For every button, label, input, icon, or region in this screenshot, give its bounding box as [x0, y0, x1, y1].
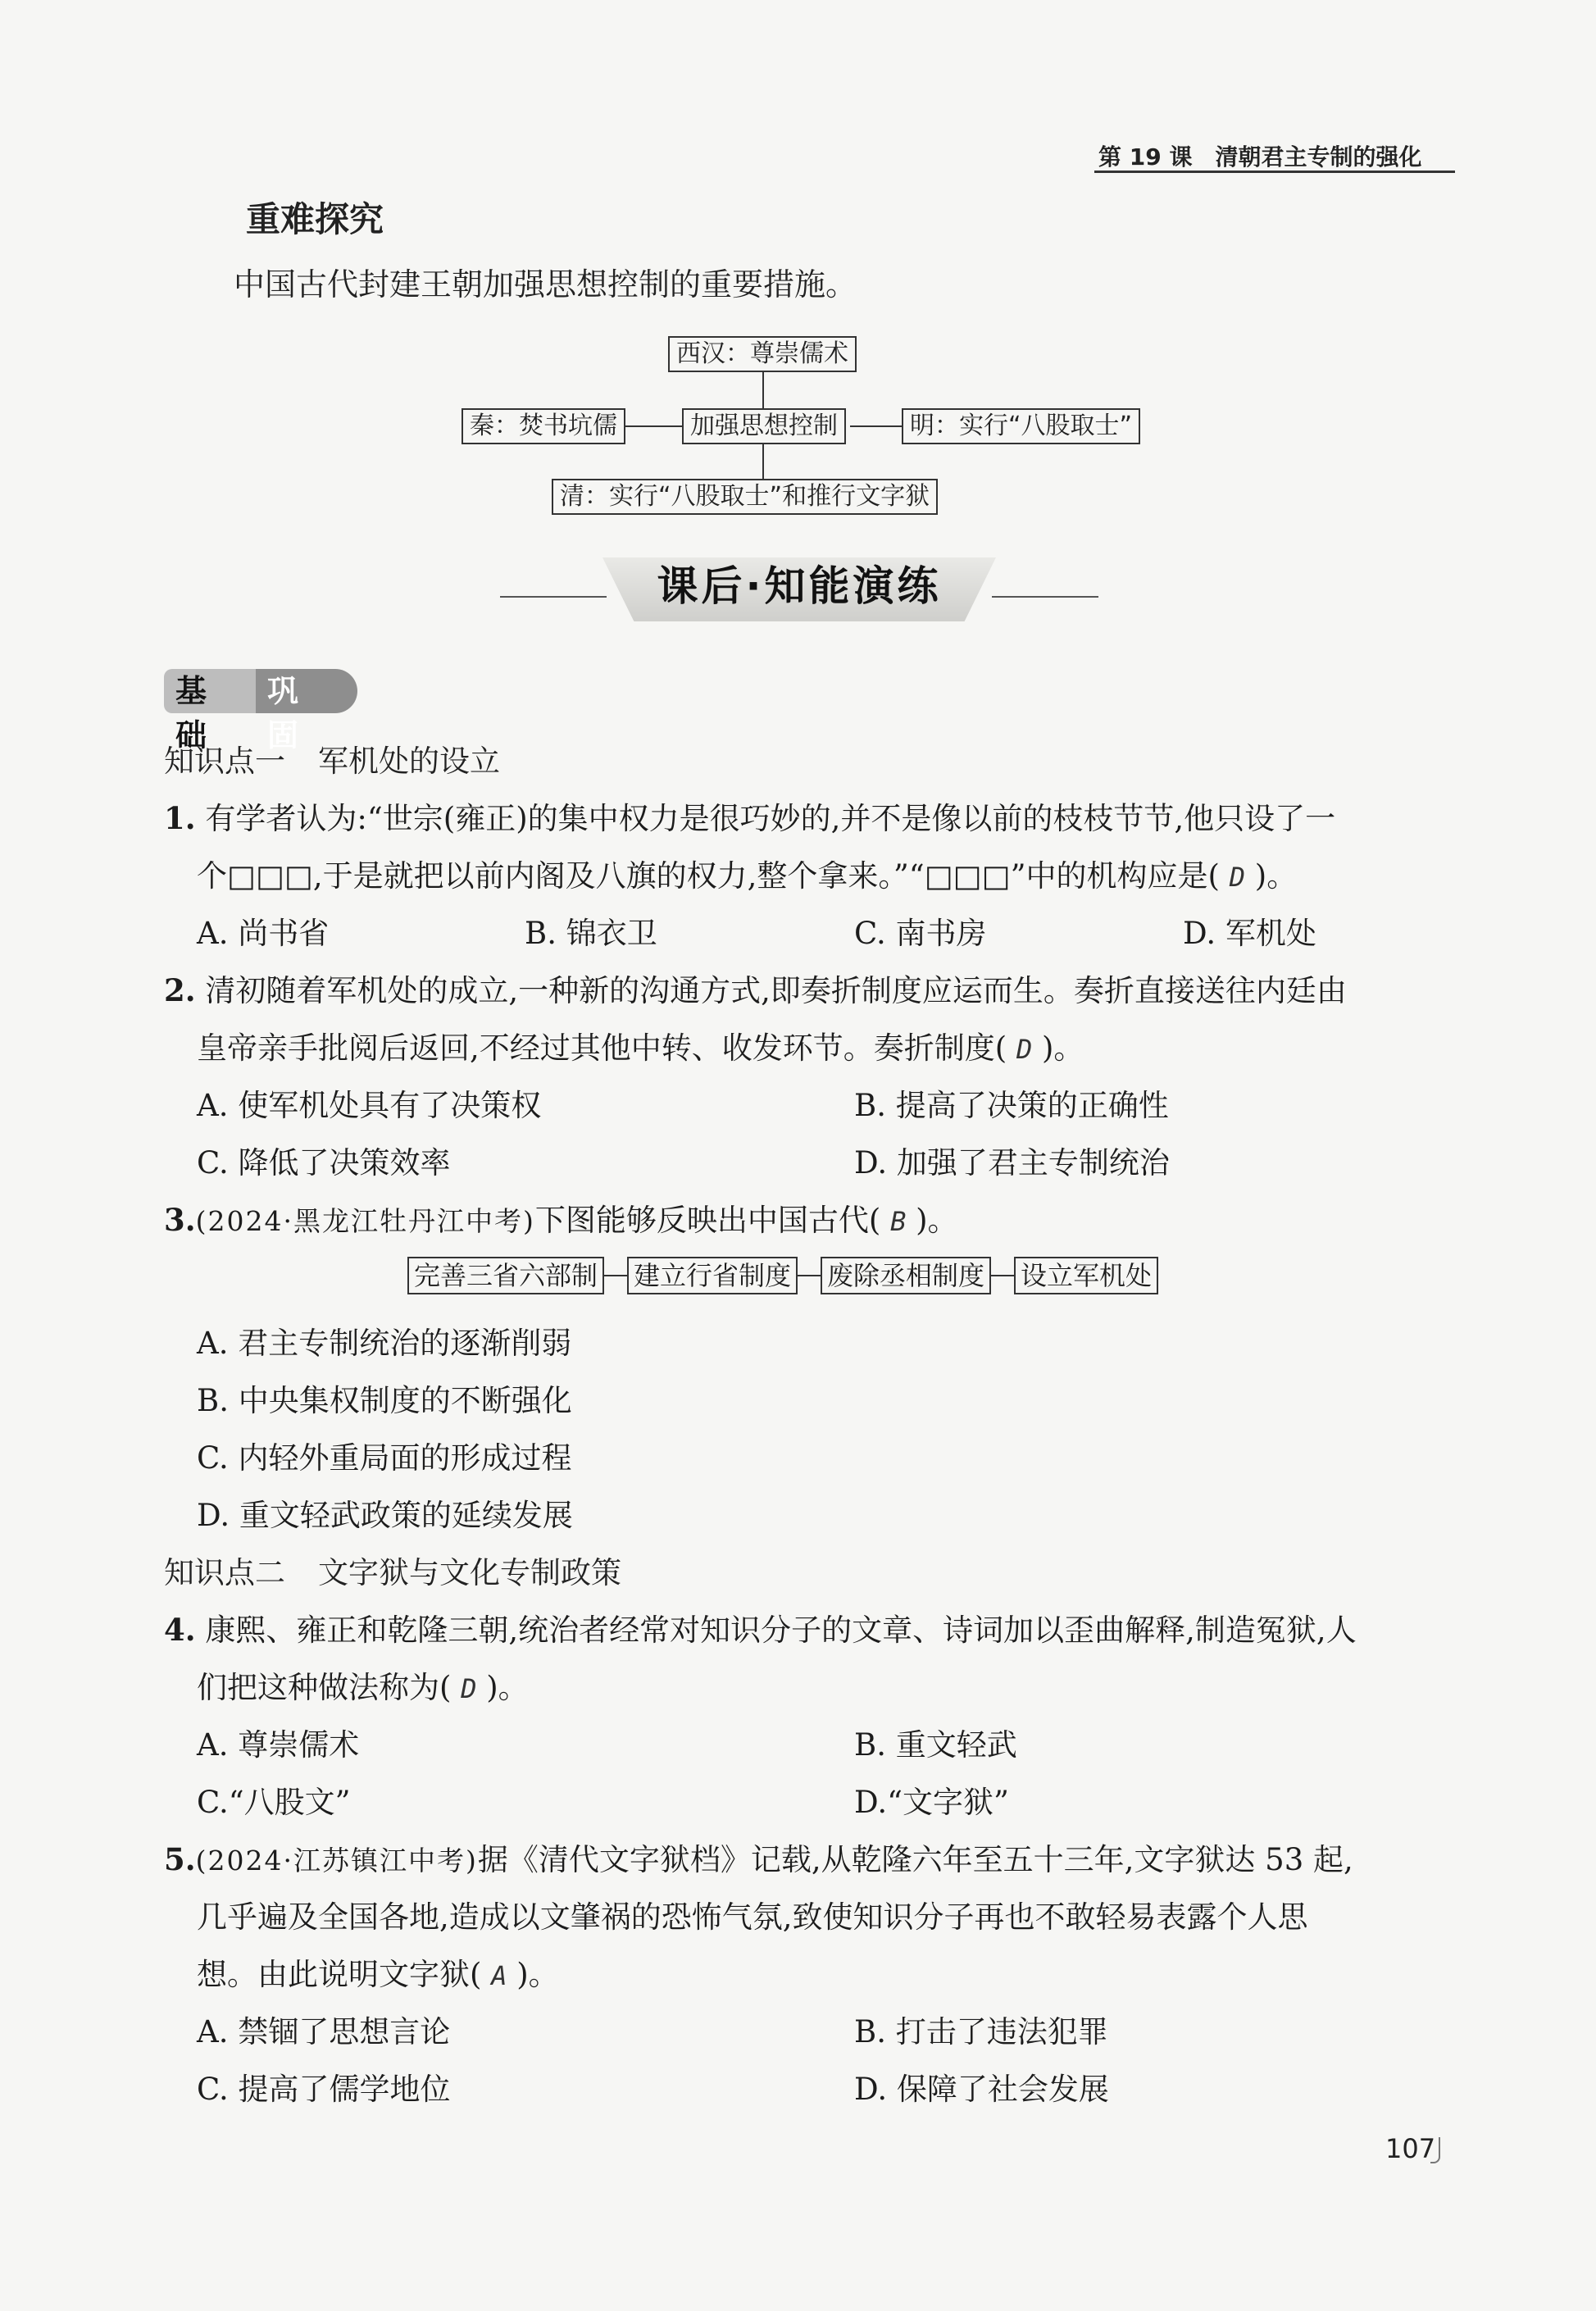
diagram-box-left: 秦：焚书坑儒: [462, 408, 625, 444]
q1-text-2-end: )。: [1254, 858, 1298, 894]
q4-answer: D: [461, 1673, 477, 1704]
q3-chain: [407, 1257, 1158, 1294]
diagram-box-top: 西汉：尊崇儒术: [668, 336, 857, 372]
q3-answer: B: [890, 1206, 907, 1237]
q2-text-1: 清初随着军机处的成立,一种新的沟通方式,即奏折制度应运而生。奏折直接送往内廷由: [205, 973, 1347, 1008]
q1-number: 1.: [164, 800, 196, 836]
q5-line2: 几乎遍及全国各地,造成以文肇祸的恐怖气氛,致使知识分子再也不敢轻易表露个人思: [197, 1899, 1308, 1935]
chain-dash: [604, 1275, 627, 1276]
q3-line1: [164, 1195, 958, 1240]
q5-option-c: C. 提高了儒学地位: [197, 2072, 451, 2107]
q4-option-d: D.“文字狱”: [854, 1785, 1009, 1820]
focus-intro: 中国古代封建王朝加强思想控制的重要措施。: [234, 266, 857, 303]
q1-line1: [164, 794, 1335, 838]
q1-option-b: B. 锦衣卫: [525, 916, 657, 951]
q4-option-a: A. 尊崇儒术: [197, 1727, 360, 1763]
q5-answer: A: [491, 1960, 507, 1991]
q4-line2: [197, 1663, 529, 1707]
q1-option-c: C. 南书房: [854, 916, 987, 951]
q2-line1: [164, 966, 1347, 1010]
q3-chain-step-2: 建立行省制度: [627, 1257, 798, 1294]
badge-label-2: 巩固: [267, 673, 299, 753]
q5-text-3: 想。由此说明文字狱(: [197, 1957, 482, 1992]
kp2-title: 文字狱与文化专制政策: [318, 1555, 621, 1590]
q2-option-d: D. 加强了君主专制统治: [854, 1145, 1170, 1181]
q1-option-a: A. 尚书省: [197, 916, 330, 951]
q3-chain-step-3: 废除丞相制度: [821, 1257, 991, 1294]
knowledge-point-1: [164, 736, 500, 780]
kp2-label: 知识点二: [164, 1555, 285, 1590]
q4-option-c: C.“八股文”: [197, 1785, 351, 1820]
diagram-box-center: 加强思想控制: [682, 408, 846, 444]
q4-text-2-end: )。: [486, 1670, 529, 1705]
chain-dash: [991, 1275, 1014, 1276]
chain-dash: [798, 1275, 821, 1276]
page-number-mark: [1430, 2137, 1440, 2163]
q3-chain-step-1: 完善三省六部制: [407, 1257, 604, 1294]
badge-label-1: 基础: [175, 673, 207, 753]
q2-line2: [197, 1023, 1084, 1067]
header-rule: [1094, 171, 1455, 173]
q5-option-d: D. 保障了社会发展: [854, 2072, 1109, 2107]
banner-rule-left: [500, 596, 607, 598]
diagram-box-bottom: 清：实行“八股取士”和推行文字狱: [552, 479, 938, 515]
q2-number: 2.: [164, 972, 196, 1008]
knowledge-point-2: [164, 1548, 621, 1592]
diagram-connector-right: [850, 425, 903, 427]
q5-text-3-end: )。: [516, 1957, 559, 1992]
q4-line1: [164, 1605, 1357, 1649]
q5-option-a: A. 禁锢了思想言论: [197, 2014, 451, 2049]
q1-option-d: D. 军机处: [1183, 916, 1316, 951]
q5-option-b: B. 打击了违法犯罪: [854, 2014, 1108, 2049]
q5-number: 5.: [164, 1841, 196, 1877]
q4-text-2: 们把这种做法称为(: [197, 1670, 452, 1705]
page-number: 107: [1385, 2133, 1436, 2164]
q2-option-a: A. 使军机处具有了决策权: [197, 1088, 542, 1123]
q2-answer: D: [1016, 1034, 1033, 1065]
q3-option-a: A. 君主专制统治的逐渐削弱: [197, 1326, 572, 1361]
focus-heading: 重难探究: [246, 199, 384, 239]
lesson-header: 第 19 课 清朝君主专制的强化: [1098, 143, 1422, 171]
q1-text-1: 有学者认为:“世宗(雍正)的集中权力是很巧妙的,并不是像以前的枝枝节节,他只设了一: [205, 801, 1336, 836]
q2-option-b: B. 提高了决策的正确性: [854, 1088, 1169, 1123]
section-banner: [500, 551, 1098, 633]
kp1-label: 知识点一: [164, 744, 285, 779]
q4-option-b: B. 重文轻武: [854, 1727, 1017, 1763]
kp1-title: 军机处的设立: [318, 744, 500, 779]
q5-line3: [197, 1949, 559, 1994]
q3-option-c: C. 内轻外重局面的形成过程: [197, 1440, 572, 1476]
q3-option-d: D. 重文轻武政策的延续发展: [197, 1498, 573, 1533]
q3-chain-step-4: 设立军机处: [1014, 1257, 1158, 1294]
q2-option-c: C. 降低了决策效率: [197, 1145, 451, 1181]
section-title: 课后·知能演练: [657, 562, 942, 610]
q2-text-2: 皇帝亲手批阅后返回,不经过其他中转、收发环节。奏折制度(: [197, 1030, 1007, 1066]
banner-rule-right: [992, 596, 1098, 598]
q3-source: (2024·黑龙江牡丹江中考): [195, 1205, 535, 1237]
q1-line2: [197, 851, 1297, 895]
q2-text-2-end: )。: [1042, 1030, 1084, 1066]
diagram-box-right: 明：实行“八股取士”: [902, 408, 1140, 444]
q3-number: 3.: [164, 1202, 196, 1238]
q1-text-2: 个□□□,于是就把以前内阁及八旗的权力,整个拿来。”“□□□”中的机构应是(: [197, 858, 1220, 894]
q3-stem: 下图能够反映出中国古代(: [534, 1203, 881, 1238]
q5-text-1: 据《清代文字狱档》记载,从乾隆六年至五十三年,文字狱达 53 起,: [477, 1842, 1353, 1877]
q5-line1: [164, 1835, 1353, 1879]
q4-text-1: 康熙、雍正和乾隆三朝,统治者经常对知识分子的文章、诗词加以歪曲解释,制造冤狱,人: [205, 1613, 1357, 1648]
q4-number: 4.: [164, 1612, 196, 1648]
q3-option-b: B. 中央集权制度的不断强化: [197, 1383, 572, 1418]
q3-stem-end: )。: [916, 1203, 958, 1238]
diagram-connector-left: [625, 425, 684, 427]
q1-answer: D: [1229, 862, 1245, 893]
q5-source: (2024·江苏镇江中考): [195, 1845, 478, 1877]
